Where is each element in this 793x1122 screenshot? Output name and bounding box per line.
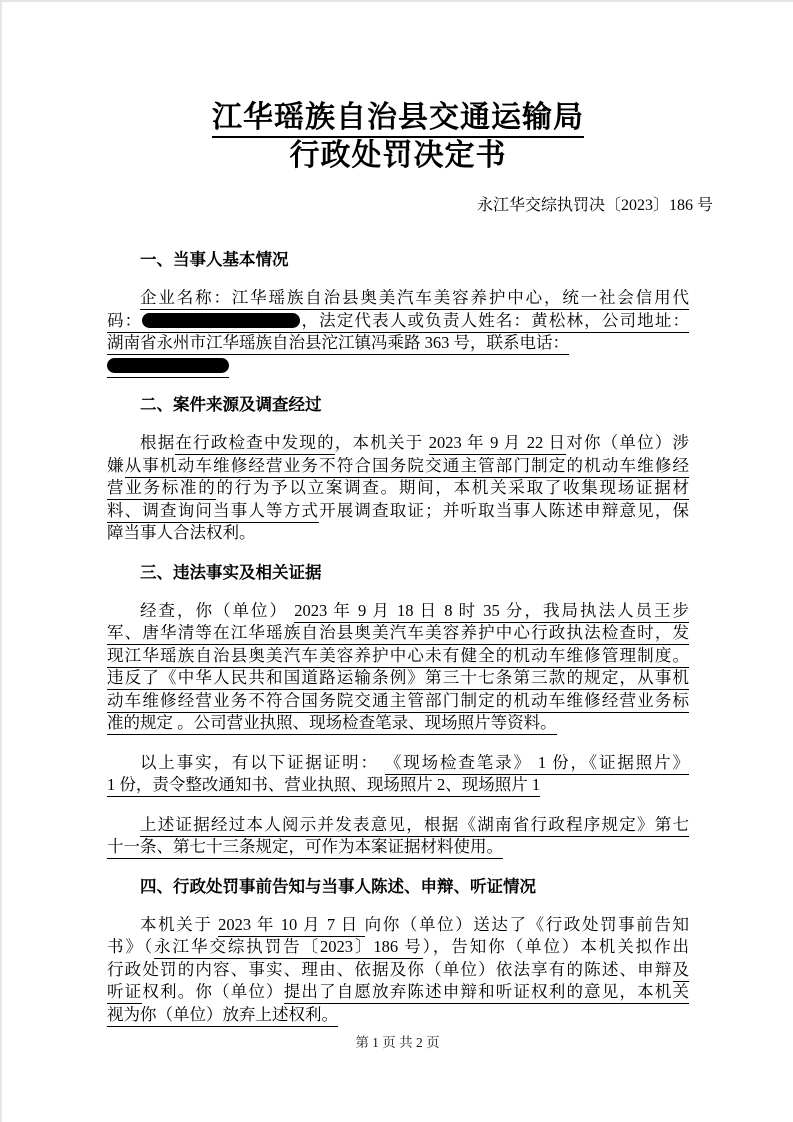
text-line xyxy=(107,477,689,500)
text-line xyxy=(107,836,689,859)
underlined-segment: 准的规定 。公司营业执照、现场检查笔录、现场照片等资料。 xyxy=(107,713,557,735)
text-line xyxy=(107,690,689,713)
underlined-segment xyxy=(142,311,300,333)
text-line xyxy=(107,310,689,333)
text-line xyxy=(107,600,689,623)
redaction-bar-credit-code xyxy=(142,313,300,328)
text-segment: 嫌 xyxy=(107,455,125,475)
page-footer: 第 1 页 共 2 页 xyxy=(355,1035,440,1050)
text-segment: 根据 xyxy=(140,433,176,452)
text-segment: 书》（ xyxy=(107,937,155,956)
underlined-segment: 营业务标准的 xyxy=(107,478,216,500)
text-segment: 本机关于 xyxy=(140,914,219,934)
underlined-segment: 2023 年 9 月 18 日 8 时 35 分，我局执法人员王步 xyxy=(294,601,689,623)
underlined-segment: 上述证据经过本人阅示并发表意见，根据《湖南省行政程序规定》第七 xyxy=(140,815,689,837)
text-line xyxy=(107,432,689,455)
document-title xyxy=(107,99,689,175)
document-number: 永江华交综执罚决〔2023〕186 号 xyxy=(476,197,713,214)
paragraph xyxy=(107,752,689,797)
redaction-bar-phone xyxy=(107,358,229,373)
underlined-segment: 码： xyxy=(107,311,142,333)
text-line xyxy=(107,774,689,797)
underlined-segment: 采取了收集现场证据材 xyxy=(508,478,689,500)
underlined-segment: 湖南省永州市江华瑶族自治县沱江镇冯乘路 363 号，联系电话： xyxy=(107,333,569,355)
text-segment: 行政处罚的内容、事实、理由、依据及你（单位）依法享有的陈述、申辩 xyxy=(107,959,673,979)
underlined-segment: 1 份，责令整改通知书、营业执照、现场照片 2、现场照片 1 xyxy=(107,775,540,797)
underlined-segment xyxy=(107,356,229,378)
text-line xyxy=(107,1004,689,1027)
text-segment: 以上事实，有以下证据证明： xyxy=(140,752,385,772)
underlined-segment: 《现场检查笔录》 1 份，《证据照片》 xyxy=(385,753,689,775)
text-segment: 经查，你（单位） xyxy=(140,600,295,620)
section-heading: 四、行政处罚事前告知与当事人陈述、申辩、听证情况 xyxy=(140,877,536,896)
text-segment: 权利。你（单位） xyxy=(142,982,284,1001)
underlined-segment: 违反了《中华人民共和国道路运输条例》第三十七条第三款的规定，从事机 xyxy=(107,668,689,690)
text-segment: 向你（单位）送达了《行政处罚事前告知 xyxy=(364,914,690,934)
document-content xyxy=(107,2,713,1026)
document-title-line2: 行政处罚决定书 xyxy=(289,139,507,172)
section-heading: 二、案件来源及调查经过 xyxy=(140,396,322,414)
text-line xyxy=(107,645,689,668)
underlined-segment: 听证 xyxy=(107,982,142,1004)
underlined-segment: 从事机动车维修经营业务不符合国务院交通主管部门制定的机动车维修经 xyxy=(125,456,689,478)
text-line xyxy=(107,914,689,937)
text-line xyxy=(107,752,689,775)
underlined-segment: ，法定代表人或负责人姓名：黄松林，公司地址： xyxy=(300,311,689,333)
text-line xyxy=(107,500,689,523)
underlined-segment: 2023 年 9 月 22 日 xyxy=(429,433,567,455)
paragraph xyxy=(107,432,689,545)
underlined-segment: 及 xyxy=(673,960,690,982)
text-line xyxy=(107,981,689,1004)
underlined-segment: 2023 年 10 月 7 日 xyxy=(218,915,364,937)
text-line xyxy=(107,522,689,545)
section xyxy=(107,394,689,545)
section xyxy=(107,562,689,859)
text-segment: ），告知你（单位）本机关拟作出 xyxy=(422,937,689,956)
paragraph xyxy=(107,914,689,1027)
text-segment: 开展调查取证；并听取当事人陈述申辩意见，保 xyxy=(319,500,689,520)
paragraph xyxy=(107,600,689,735)
underlined-segment: 料、调查询问当事人等方式 xyxy=(107,501,319,523)
underlined-segment: 企业名称：江华瑶族自治县奥美汽车美容养护中心，统一社会信用代 xyxy=(140,288,689,310)
text-line xyxy=(107,936,689,959)
text-segment: 障当事人合法权利。 xyxy=(107,523,256,542)
text-segment: 的行为予以立案调查。期间，本机关 xyxy=(216,478,509,497)
text-line xyxy=(107,959,689,982)
text-line xyxy=(107,622,689,645)
underlined-segment: 永江华交综执罚告〔2023〕186 号 xyxy=(154,937,423,959)
text-segment: 对你（单位）涉 xyxy=(566,433,690,452)
text-line xyxy=(107,667,689,690)
underlined-segment: 军、唐华清等在江华瑶族自治县奥美汽车美容养护中心行政执法检查时，发 xyxy=(107,623,689,645)
underlined-segment: 提出了自愿放弃陈述申辩和听证权利的意见，本机关 xyxy=(284,982,689,1004)
text-line xyxy=(107,814,689,837)
underlined-segment: 现江华瑶族自治县奥美汽车美容养护中心未有健全的机动车维修管理制度。 xyxy=(107,646,689,668)
text-line xyxy=(107,332,689,355)
text-line xyxy=(107,287,689,310)
text-line xyxy=(107,455,689,478)
section-heading: 一、当事人基本情况 xyxy=(140,251,289,269)
text-line xyxy=(107,355,689,378)
text-segment: ，本机关于 xyxy=(334,433,429,452)
underlined-segment: 视为你（单位）放弃上述权利。 xyxy=(107,1005,338,1027)
underlined-segment: 动车维修经营业务不符合国务院交通主管部门制定的机动车维修经营业务标 xyxy=(107,691,689,713)
section-heading: 三、违法事实及相关证据 xyxy=(140,563,322,582)
text-line xyxy=(107,712,689,735)
sections xyxy=(107,249,689,1026)
section xyxy=(107,249,689,377)
paragraph xyxy=(107,814,689,859)
underlined-segment: 在行政检查中发现的 xyxy=(175,433,334,455)
paragraph xyxy=(107,287,689,377)
section xyxy=(107,876,689,1027)
document-title-line1: 江华瑶族自治县交通运输局 xyxy=(107,99,689,137)
underlined-segment: 十一条、第七十三条规定，可作为本案证据材料使用。 xyxy=(107,837,503,859)
